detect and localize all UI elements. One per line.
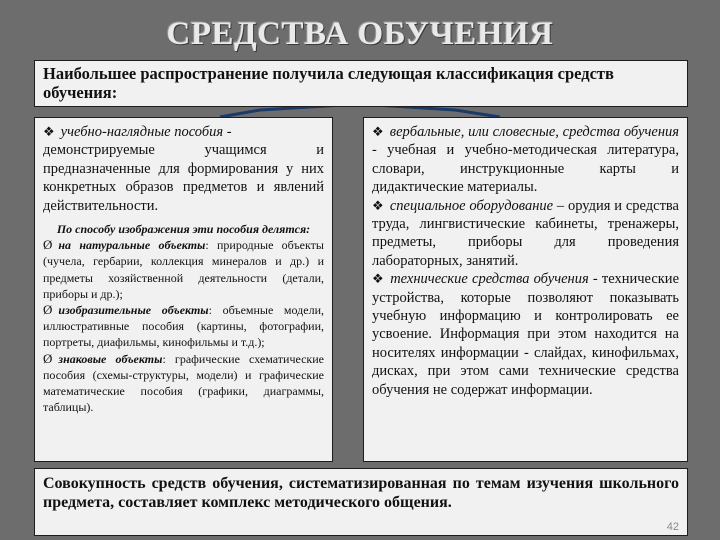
diamond-bullet-icon: ❖ bbox=[43, 124, 55, 139]
intro-box bbox=[34, 60, 688, 107]
summary-text: Совокупность средств обучения, систематизированная по темам изучения школьного предмета, составляет комплекс методического общения. bbox=[43, 475, 679, 511]
intro-text: Наибольшее распространение получила следующая классификация средств обучения: bbox=[43, 64, 614, 102]
right-item-1-text: - учебная и учебно-методическая литература, словари, инструкционные карты и дидактические материалы. bbox=[372, 142, 679, 196]
left-sub-3-term: знаковые объекты bbox=[58, 351, 163, 366]
left-column-box bbox=[34, 117, 333, 462]
diamond-bullet-icon: ❖ bbox=[372, 271, 385, 287]
diamond-bullet-icon: ❖ bbox=[372, 124, 384, 139]
left-sub-1-text: : природные объекты (чучела, гербарии, коллекция минералов и др.) и предметы хозяйственной деятельности (детали, приборы и др.); bbox=[43, 238, 324, 301]
left-item-1-text: демонстрируемые учащимся и предназначенные для формирования у них конкретных образов предметов и явлений действительности. bbox=[43, 142, 324, 214]
left-item-1-term: учебно-наглядные пособия bbox=[60, 124, 224, 140]
left-sub-3-text: : графические схематические пособия (схемы-структуры, модели) и графические математические пособия (графики, диаграммы, таблицы). bbox=[43, 351, 325, 415]
summary-box bbox=[34, 468, 688, 536]
slide-number: 42 bbox=[666, 521, 679, 533]
left-sub-2-text: : объемные модели, иллюстративные пособия (картины, фотографии, портреты, диафильмы, кинофильмы и т.д.); bbox=[43, 303, 324, 350]
arrow-bullet-icon: Ø bbox=[43, 302, 53, 318]
slide-title: СРЕДСТВА ОБУЧЕНИЯ bbox=[166, 16, 554, 52]
arrow-bullet-icon: Ø bbox=[43, 237, 53, 253]
left-sub-1-term: на натуральные объекты bbox=[58, 238, 206, 253]
left-sub-1 bbox=[43, 237, 324, 302]
left-sub-3 bbox=[43, 351, 324, 416]
right-item-3-text: - технические устройства, которые позволяют показывать учебную информацию и контролировать ее усвоение. Информация при этом находится на носителях информации - слайдах, кинофильмах, дисках, при этом сами технические средства обучения не содержат информации. bbox=[372, 271, 680, 398]
left-item-1-dash: - bbox=[223, 124, 232, 140]
right-item-1-term: вербальные, или словесные, средства обучения bbox=[389, 124, 680, 140]
left-item-1 bbox=[43, 123, 324, 141]
division-title: По способу изображения эти пособия делятся: bbox=[56, 222, 311, 237]
left-sub-2-term: изобразительные объекты bbox=[58, 303, 209, 318]
right-item-1 bbox=[372, 123, 679, 197]
diamond-bullet-icon: ❖ bbox=[372, 197, 384, 213]
right-item-2-term: специальное оборудование bbox=[389, 197, 554, 214]
arrow-bullet-icon: Ø bbox=[43, 350, 53, 366]
right-item-3 bbox=[372, 270, 679, 399]
right-item-2 bbox=[372, 197, 679, 271]
right-item-3-term: технические средства обучения bbox=[390, 271, 589, 288]
right-item-2-text: – орудия и средства труда, лингвистические кабинеты, тренажеры, предметы, приборы для проведения лабораторных, занятий. bbox=[372, 197, 679, 269]
right-column-box bbox=[363, 117, 688, 462]
left-sub-2 bbox=[43, 302, 324, 351]
